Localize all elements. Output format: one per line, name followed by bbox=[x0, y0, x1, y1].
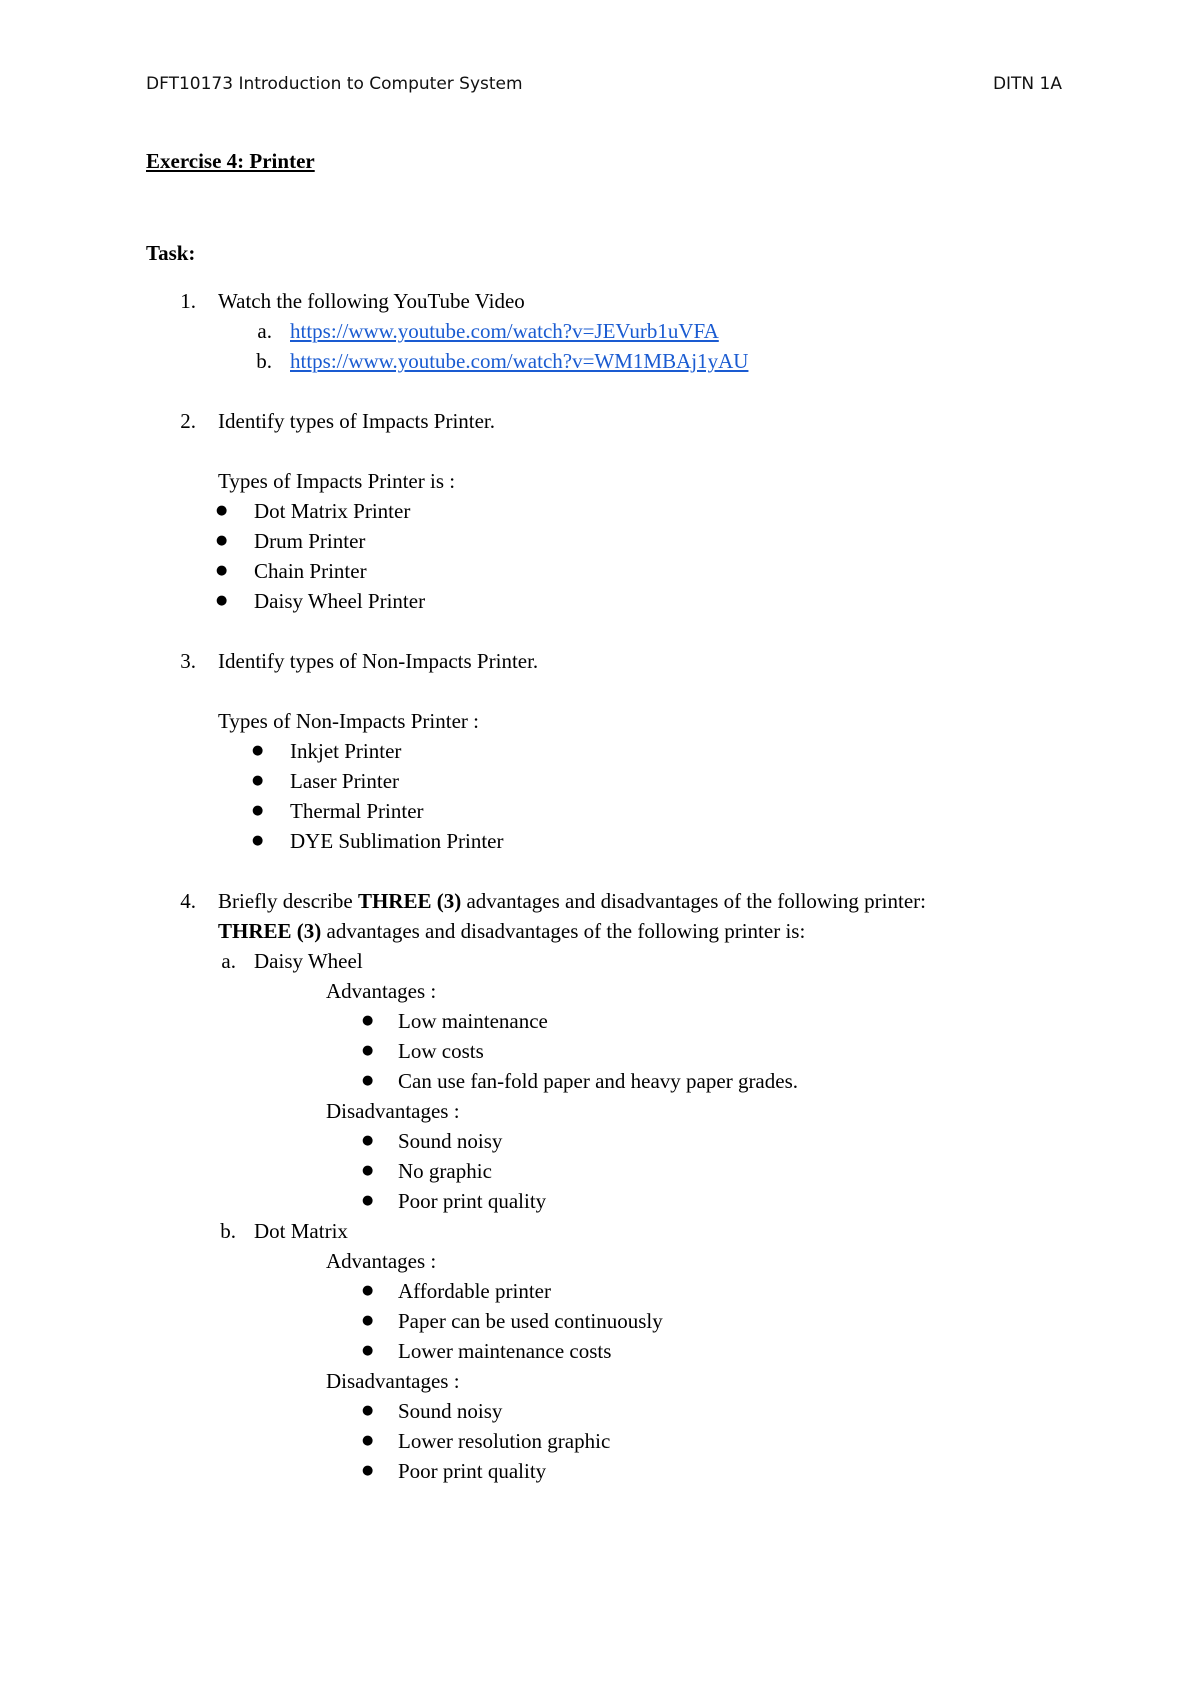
q3-text: Identify types of Non-Impacts Printer. bbox=[218, 649, 539, 673]
q1-number: 1. bbox=[180, 289, 196, 313]
advantages-label: Advantages : bbox=[326, 979, 437, 1003]
advantages-label: Advantages : bbox=[326, 1249, 437, 1273]
bullet-icon: ● bbox=[216, 503, 228, 518]
header-class: DITN 1A bbox=[992, 74, 1062, 94]
advantage-item: Paper can be used continuously bbox=[398, 1309, 663, 1333]
q1-link-a-letter: a. bbox=[257, 319, 272, 343]
task-heading: Task: bbox=[146, 241, 196, 265]
q2-answer-intro: Types of Impacts Printer is : bbox=[218, 469, 456, 493]
bullet-icon: ● bbox=[362, 1283, 374, 1298]
bullet-icon: ● bbox=[252, 743, 264, 758]
q2-item: Daisy Wheel Printer bbox=[254, 589, 426, 613]
advantage-item: Can use fan-fold paper and heavy paper grades. bbox=[398, 1069, 798, 1093]
bullet-icon: ● bbox=[362, 1073, 374, 1088]
bullet-icon: ● bbox=[362, 1313, 374, 1328]
printer-b-letter: b. bbox=[220, 1219, 236, 1243]
printer-b-name: Dot Matrix bbox=[254, 1219, 348, 1243]
bullet-icon: ● bbox=[252, 773, 264, 788]
youtube-link-b[interactable]: https://www.youtube.com/watch?v=WM1MBAj1yAU bbox=[290, 349, 749, 373]
bullet-icon: ● bbox=[216, 593, 228, 608]
q2-number: 2. bbox=[180, 409, 196, 433]
bullet-icon: ● bbox=[362, 1463, 374, 1478]
bullet-icon: ● bbox=[362, 1193, 374, 1208]
bullet-icon: ● bbox=[362, 1343, 374, 1358]
disadvantage-item: No graphic bbox=[398, 1159, 492, 1183]
q3-item: DYE Sublimation Printer bbox=[290, 829, 504, 853]
q4-text: Briefly describe THREE (3) advantages and disadvantages of the following printer: bbox=[218, 889, 926, 913]
q4-number: 4. bbox=[180, 889, 196, 913]
q3-item: Thermal Printer bbox=[290, 799, 424, 823]
bullet-icon: ● bbox=[362, 1433, 374, 1448]
bullet-icon: ● bbox=[362, 1163, 374, 1178]
q3-item: Laser Printer bbox=[290, 769, 400, 793]
bullet-icon: ● bbox=[362, 1133, 374, 1148]
advantage-item: Low maintenance bbox=[398, 1009, 548, 1033]
q3-number: 3. bbox=[180, 649, 196, 673]
bullet-icon: ● bbox=[362, 1403, 374, 1418]
printer-a-letter: a. bbox=[221, 949, 236, 973]
disadvantage-item: Lower resolution graphic bbox=[398, 1429, 611, 1453]
q2-item: Drum Printer bbox=[254, 529, 366, 553]
bullet-icon: ● bbox=[252, 803, 264, 818]
bullet-icon: ● bbox=[362, 1043, 374, 1058]
youtube-link-a[interactable]: https://www.youtube.com/watch?v=JEVurb1uVFA bbox=[290, 319, 719, 343]
disadvantages-label: Disadvantages : bbox=[326, 1099, 460, 1123]
q1-link-b-letter: b. bbox=[256, 349, 272, 373]
bullet-icon: ● bbox=[252, 833, 264, 848]
bullet-icon: ● bbox=[216, 533, 228, 548]
q1-text: Watch the following YouTube Video bbox=[218, 289, 525, 313]
q2-text: Identify types of Impacts Printer. bbox=[218, 409, 496, 433]
header-course: DFT10173 Introduction to Computer System bbox=[146, 74, 523, 94]
advantage-item: Low costs bbox=[398, 1039, 484, 1063]
printer-a-name: Daisy Wheel bbox=[254, 949, 363, 973]
bullet-icon: ● bbox=[362, 1013, 374, 1028]
q2-item: Chain Printer bbox=[254, 559, 367, 583]
bullet-icon: ● bbox=[216, 563, 228, 578]
page-title: Exercise 4: Printer bbox=[146, 149, 315, 173]
disadvantage-item: Sound noisy bbox=[398, 1129, 503, 1153]
disadvantage-item: Poor print quality bbox=[398, 1459, 547, 1483]
q4-answer-intro: THREE (3) advantages and disadvantages of the following printer is: bbox=[218, 919, 806, 943]
advantage-item: Lower maintenance costs bbox=[398, 1339, 612, 1363]
q2-item: Dot Matrix Printer bbox=[254, 499, 411, 523]
q3-item: Inkjet Printer bbox=[290, 739, 402, 763]
disadvantage-item: Sound noisy bbox=[398, 1399, 503, 1423]
disadvantage-item: Poor print quality bbox=[398, 1189, 547, 1213]
q3-answer-intro: Types of Non-Impacts Printer : bbox=[218, 709, 479, 733]
advantage-item: Affordable printer bbox=[398, 1279, 551, 1303]
disadvantages-label: Disadvantages : bbox=[326, 1369, 460, 1393]
